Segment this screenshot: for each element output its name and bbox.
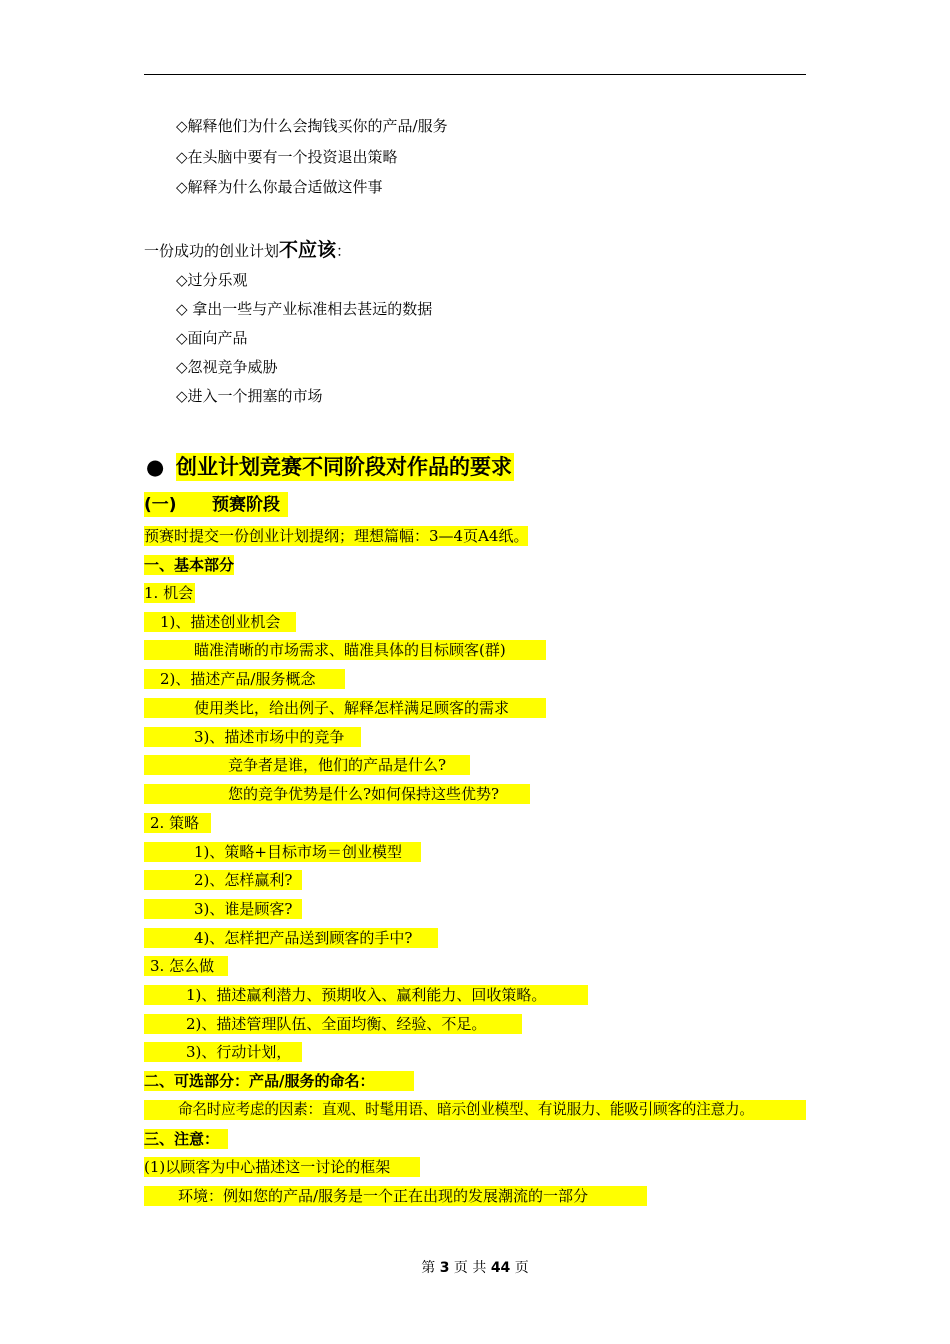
outline-str-4: 4)、怎样把产品送到顾客的手中? [194, 929, 413, 947]
footer-suffix: 页 [514, 1260, 529, 1276]
outline-strategy: 2. 策略 [150, 814, 200, 832]
outline-notes: 三、注意： [144, 1130, 220, 1148]
footer-mid: 页 共 [453, 1260, 487, 1276]
outline-how-1: 1)、描述赢利潜力、预期收入、赢利能力、回收策略。 [186, 986, 547, 1004]
outline-opp-1-detail: 瞄准清晰的市场需求、瞄准具体的目标顾客(群) [194, 641, 506, 659]
should-not-item: ◇ 拿出一些与产业标准相去甚远的数据 [176, 300, 433, 318]
section-bullet: ● [146, 455, 165, 479]
outline-how-2: 2)、描述管理队伍、全面均衡、经验、不足。 [186, 1015, 487, 1033]
should-not-emphasis: 不应该 [279, 239, 337, 261]
stage-intro: 预赛时提交一份创业计划提纲；理想篇幅：3—4页A4纸。 [144, 527, 529, 545]
outline-opp-2-detail: 使用类比，给出例子、解释怎样满足顾客的需求 [194, 699, 510, 717]
outline-str-1: 1)、策略+目标市场＝创业模型 [194, 843, 402, 861]
footer-prefix: 第 [421, 1260, 436, 1276]
footer-page-number: 3 [439, 1260, 450, 1276]
outline-opp-3-q1: 竞争者是谁，他们的产品是什么? [228, 756, 447, 774]
header-rule [144, 74, 806, 75]
outline-str-3: 3)、谁是顾客? [194, 900, 293, 918]
outline-opportunity: 1. 机会 [144, 584, 194, 602]
should-not-item: ◇忽视竞争威胁 [176, 358, 278, 376]
outline-note-1: (1)以顾客为中心描述这一讨论的框架 [144, 1158, 391, 1176]
should-not-item: ◇进入一个拥塞的市场 [176, 387, 323, 405]
outline-note-1-detail: 环境：例如您的产品/服务是一个正在出现的发展潮流的一部分 [178, 1187, 589, 1205]
section-title: 创业计划竞赛不同阶段对作品的要求 [176, 455, 512, 479]
outline-basic: 一、基本部分 [144, 556, 235, 574]
stage-number: (一) [144, 495, 177, 515]
outline-howto: 3. 怎么做 [150, 957, 215, 975]
stage-title: 预赛阶段 [212, 495, 280, 515]
page-footer [0, 1257, 950, 1277]
should-not-intro: 一份成功的创业计划 [144, 242, 280, 260]
footer-total-pages: 44 [490, 1260, 511, 1276]
pros-item: ◇解释他们为什么会掏钱买你的产品/服务 [176, 117, 448, 135]
outline-opp-3-q2: 您的竞争优势是什么?如何保持这些优势? [228, 785, 500, 803]
outline-opp-3: 3)、描述市场中的竞争 [194, 728, 345, 746]
pros-item: ◇解释为什么你最合适做这件事 [176, 178, 383, 196]
should-not-colon: ： [336, 242, 352, 260]
outline-how-3: 3)、行动计划， [186, 1043, 292, 1061]
should-not-heading [144, 238, 351, 262]
outline-opp-1: 1)、描述创业机会 [160, 613, 281, 631]
should-not-item: ◇面向产品 [176, 329, 248, 347]
outline-opp-2: 2)、描述产品/服务概念 [160, 670, 316, 688]
outline-str-2: 2)、怎样赢利? [194, 871, 293, 889]
outline-optional: 二、可选部分：产品/服务的命名： [144, 1072, 375, 1090]
pros-item: ◇在头脑中要有一个投资退出策略 [176, 148, 398, 166]
outline-optional-detail: 命名时应考虑的因素：直观、时髦用语、暗示创业模型、有说服力、能吸引顾客的注意力。 [178, 1101, 754, 1118]
should-not-item: ◇过分乐观 [176, 271, 248, 289]
